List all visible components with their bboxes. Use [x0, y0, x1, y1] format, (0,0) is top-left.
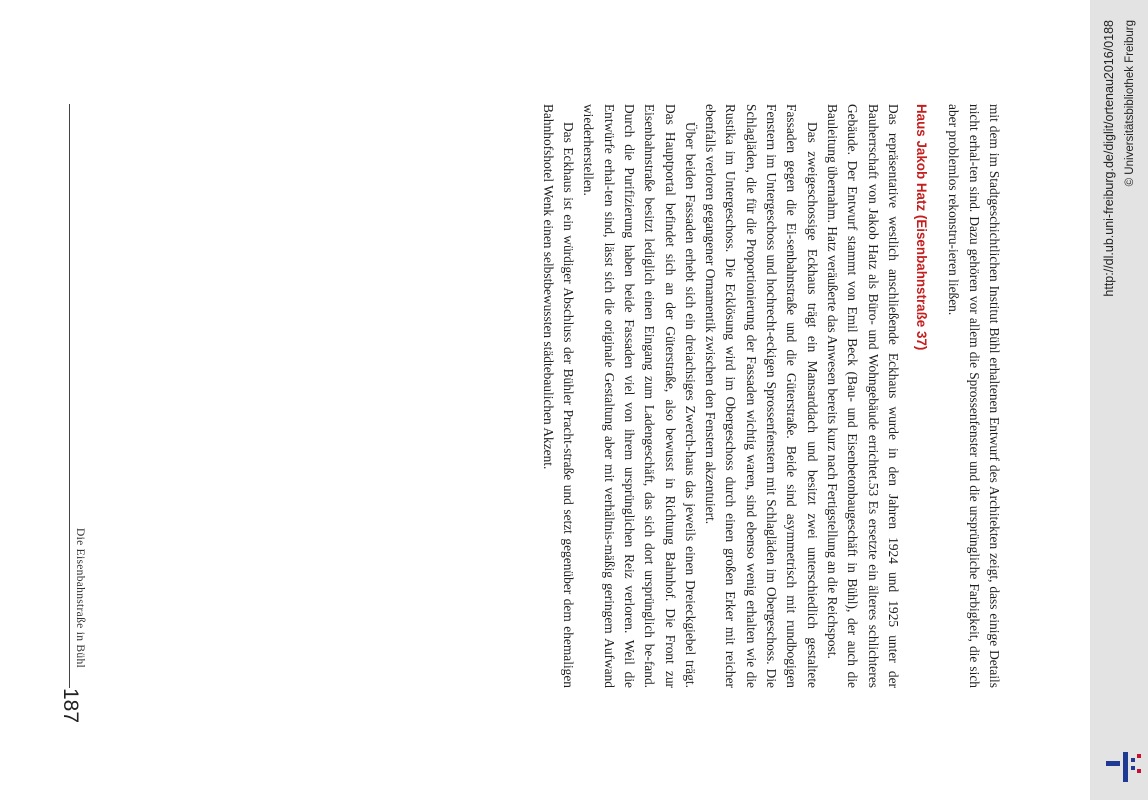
library-strip	[1090, 0, 1148, 800]
library-logo-icon	[1104, 744, 1144, 784]
intro-paragraph: mit dem im Stadtgeschichtlichen Institut Bühl erhaltenen Entwurf des Architekten zeigt, dass einige Details nicht erhal-ten sind. Dazu gehören vor allem die Sprossenfenster und die ursprüngliche Farbigkeit, die sich aber problemlos rekonstru-ieren ließen.	[946, 104, 1002, 688]
paragraph-4: Das Eckhaus ist ein würdiger Abschluss der Bühler Pracht-straße und setzt gegenüber dem ehemaligen Bahnhofshotel Wenk einen selbstbewussten städtebaulichen Akzent.	[540, 104, 577, 688]
copyright-notice: © Universitätsbibliothek Freiburg	[1124, 20, 1136, 187]
page-header	[69, 104, 100, 688]
page-number: 187	[59, 688, 82, 724]
article-body	[537, 104, 1004, 688]
section-heading: Haus Jakob Hatz (Eisenbahnstraße 37)	[914, 104, 930, 351]
source-url-link[interactable]: http://dl.ub.uni-freiburg.de/diglit/ortenau2016/0188	[1102, 20, 1116, 297]
running-title: Die Eisenbahnstraße in Bühl	[74, 527, 86, 668]
paragraph-2: Das zweigeschossige Eckhaus trägt ein Mansarddach und besitzt zwei unterschiedlich gestaltete Fassaden gegen die Ei-senbahnstraße und die Güterstraße. Beide sind asymmetrisch mit rundbogigen Fenstern im Untergeschoss und hochrecht-eckigen Sprossenfenstern mit Schlagläden im Obergeschoss. Die Schlagläden, die für die Proportionierung der Fassaden wichtig waren, sind ebenso wenig erhalten wie die Rustika im Untergeschoss. Die Ecklösung wird im Obergeschoss durch einen großen Erker mit reicher ebenfalls verloren gegangener Ornamentik zwischen den Fenstern akzentuiert.	[703, 104, 820, 688]
paragraph-1: Das repräsentative westlich anschließende Eckhaus wurde in den Jahren 1924 und 1925 unter der Bauherrschaft von Jakob Hatz als Büro- und Wohngebäude errichtet.53 Es ersetzte ein älteres schlichteres Gebäude. Der Entwurf stammt von Emil Beck (Bau- und Eisenbetonbaugeschäft in Bühl), der auch die Bauleitung übernahm. Hatz veräußerte das Anwesen bereits kurz nach Fertigstellung an die Reichspost.	[824, 104, 901, 688]
paragraph-3: Über beiden Fassaden erhebt sich ein dreiachsiges Zwerch-haus das jeweils einen Dreieckgiebel trägt. Das Hauptportal befindet sich an der Güterstraße, also bewusst in Richtung Bahnhof. Die Front zur Eisenbahnstraße besitzt lediglich einen Eingang zum Ladengeschäft, das sich dort ursprünglich be-fand. Durch die Purifizierung haben beide Fassaden viel von ihrem ursprünglichen Reiz verloren. Weil die Entwürfe erhal-ten sind, lässt sich die originale Gestaltung aber mit verhältnis-mäßig geringem Aufwand wiederherstellen.	[581, 104, 698, 688]
